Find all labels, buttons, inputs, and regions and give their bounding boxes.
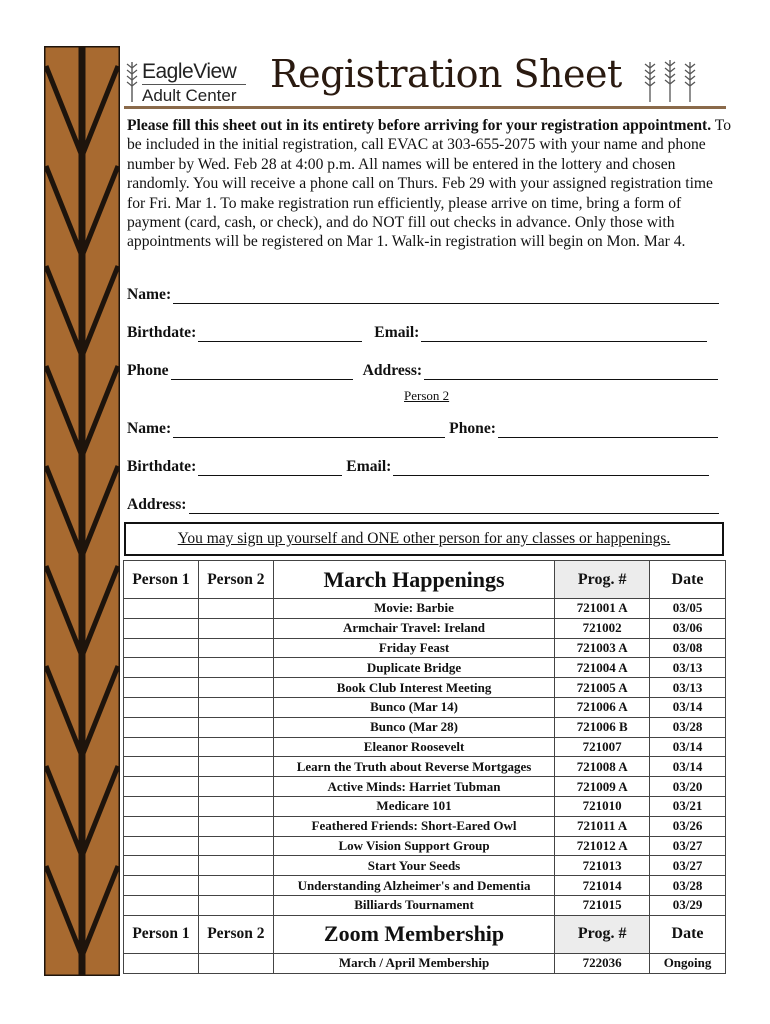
person2-checkbox-cell[interactable] [198,658,273,678]
person2-checkbox-cell[interactable] [198,953,273,973]
happenings-title: March Happenings [273,561,554,599]
person1-email-field[interactable] [421,326,707,342]
person1-checkbox-cell[interactable] [124,836,199,856]
table-row [124,816,726,836]
event-name: Bunco (Mar 14) [273,697,554,717]
program-number: 721003 A [555,638,650,658]
table-row [124,737,726,757]
signup-notice: You may sign up yourself and ONE other person for any classes or happenings. [124,522,724,556]
person2-checkbox-cell[interactable] [198,618,273,638]
person1-checkbox-cell[interactable] [124,717,199,737]
event-name: Bunco (Mar 28) [273,717,554,737]
event-date: 03/06 [650,618,726,638]
person1-name-field[interactable] [173,288,719,304]
tree-trunk-illustration [44,46,120,976]
person2-email-label: Email: [346,458,392,475]
program-number: 721001 A [555,599,650,619]
zoom-col-header-date: Date [650,915,726,953]
person2-birthdate-label: Birthdate: [127,458,197,475]
table-row [124,796,726,816]
page-title: Registration Sheet [270,52,622,96]
event-date: 03/26 [650,816,726,836]
person2-name-field[interactable] [173,422,445,438]
zoom-col-header-person1: Person 1 [124,915,199,953]
col-header-person2: Person 2 [198,561,273,599]
program-number: 721002 [555,618,650,638]
person2-checkbox-cell[interactable] [198,599,273,619]
program-number: 721005 A [555,678,650,698]
program-number: 721007 [555,737,650,757]
person1-checkbox-cell[interactable] [124,816,199,836]
program-number: 721009 A [555,777,650,797]
zoom-header-row [124,915,726,953]
person2-phone-field[interactable] [498,422,718,438]
program-number: 721004 A [555,658,650,678]
event-name: Active Minds: Harriet Tubman [273,777,554,797]
person1-checkbox-cell[interactable] [124,618,199,638]
person2-checkbox-cell[interactable] [198,777,273,797]
header-divider [124,106,726,109]
person1-birthdate-field[interactable] [198,326,362,342]
program-number: 721013 [555,856,650,876]
table-row [124,599,726,619]
person2-email-field[interactable] [393,460,709,476]
program-number: 721015 [555,895,650,915]
event-name: Armchair Travel: Ireland [273,618,554,638]
zoom-col-header-prog: Prog. # [555,915,650,953]
wheat-icon [124,58,140,102]
event-date: 03/27 [650,836,726,856]
person1-checkbox-cell[interactable] [124,856,199,876]
program-number: 721011 A [555,816,650,836]
person2-heading: Person 2 [404,388,450,403]
table-row [124,697,726,717]
person1-phone-address-row [127,362,718,380]
zoom-col-header-person2: Person 2 [198,915,273,953]
wheat-stalks-icon [640,56,700,102]
col-header-person1: Person 1 [124,561,199,599]
person2-checkbox-cell[interactable] [198,678,273,698]
event-date: 03/28 [650,876,726,896]
event-date: 03/28 [650,717,726,737]
person2-address-row [127,496,719,514]
person2-phone-label: Phone: [449,420,496,437]
table-row [124,678,726,698]
program-number: 721008 A [555,757,650,777]
person2-name-phone-row [127,420,718,438]
event-name: March / April Membership [273,953,554,973]
page-header [124,48,726,110]
zoom-title: Zoom Membership [273,915,554,953]
person2-checkbox-cell[interactable] [198,638,273,658]
event-name: Feathered Friends: Short-Eared Owl [273,816,554,836]
person1-checkbox-cell[interactable] [124,895,199,915]
table-row [124,618,726,638]
person1-birthdate-label: Birthdate: [127,324,197,341]
person1-checkbox-cell[interactable] [124,796,199,816]
col-header-prog: Prog. # [555,561,650,599]
event-date: 03/14 [650,737,726,757]
event-name: Duplicate Bridge [273,658,554,678]
event-date: 03/08 [650,638,726,658]
person2-birthdate-email-row [127,458,709,476]
program-number: 721006 B [555,717,650,737]
event-date: 03/13 [650,678,726,698]
event-date: 03/13 [650,658,726,678]
logo-divider [142,84,246,85]
table-row [124,836,726,856]
event-date: 03/05 [650,599,726,619]
table-row [124,638,726,658]
logo-text-adult-center: Adult Center [142,86,237,105]
person2-checkbox-cell[interactable] [198,895,273,915]
person2-checkbox-cell[interactable] [198,737,273,757]
person1-address-label: Address: [362,362,423,379]
person1-checkbox-cell[interactable] [124,876,199,896]
event-name: Movie: Barbie [273,599,554,619]
person1-phone-label: Phone [127,362,169,379]
person2-checkbox-cell[interactable] [198,757,273,777]
table-row [124,895,726,915]
event-date: 03/21 [650,796,726,816]
person2-checkbox-cell[interactable] [198,876,273,896]
table-row [124,717,726,737]
event-date: 03/14 [650,757,726,777]
event-name: Eleanor Roosevelt [273,737,554,757]
person1-checkbox-cell[interactable] [124,658,199,678]
person1-checkbox-cell[interactable] [124,777,199,797]
person1-birthdate-email-row [127,324,707,342]
event-name: Book Club Interest Meeting [273,678,554,698]
person1-name-label: Name: [127,286,172,303]
instructions-bold: Please fill this sheet out in its entirety before arriving for your registration appointment. [127,117,712,134]
instructions-body: To be included in the initial registration, call EVAC at 303-655-2075 with your name and phone number by Wed. Feb 28 at 4:00 p.m. All names will be entered in the lottery and chosen randomly. You will receive a phone call on Thurs. Feb 29 with your assigned registration time for Fri. Mar 1. To make registration run efficiently, please arrive on time, bring a form of payment (card, cash, or check), and do NOT fill out checks in advance. Only those with appointments will be registered on Mar 1. Walk-in registration will begin on Mon. Mar 4. [127,117,731,251]
person2-checkbox-cell[interactable] [198,836,273,856]
event-date: 03/14 [650,697,726,717]
person1-checkbox-cell[interactable] [124,599,199,619]
happenings-table [123,560,726,974]
person1-email-label: Email: [374,324,420,341]
person1-checkbox-cell[interactable] [124,953,199,973]
program-number: 722036 [555,953,650,973]
eagleview-logo [124,54,254,106]
event-date: 03/29 [650,895,726,915]
person1-checkbox-cell[interactable] [124,697,199,717]
person1-checkbox-cell[interactable] [124,757,199,777]
table-row [124,757,726,777]
person1-checkbox-cell[interactable] [124,737,199,757]
event-date: 03/27 [650,856,726,876]
program-number: 721012 A [555,836,650,856]
person1-name-row [127,286,719,304]
person1-checkbox-cell[interactable] [124,678,199,698]
event-name: Billiards Tournament [273,895,554,915]
event-name: Low Vision Support Group [273,836,554,856]
instructions-paragraph [127,116,732,252]
person2-address-label: Address: [127,496,187,513]
program-number: 721006 A [555,697,650,717]
program-number: 721014 [555,876,650,896]
col-header-date: Date [650,561,726,599]
person2-checkbox-cell[interactable] [198,717,273,737]
person2-checkbox-cell[interactable] [198,816,273,836]
person1-address-field[interactable] [424,364,718,380]
person2-address-field[interactable] [189,498,719,514]
table-row [124,658,726,678]
table-row [124,876,726,896]
table-row [124,777,726,797]
logo-text-eagleview: EagleView [142,60,237,83]
person2-checkbox-cell[interactable] [198,856,273,876]
event-name: Friday Feast [273,638,554,658]
person2-name-label: Name: [127,420,172,437]
event-name: Start Your Seeds [273,856,554,876]
happenings-header-row [124,561,726,599]
person2-birthdate-field[interactable] [198,460,342,476]
program-number: 721010 [555,796,650,816]
event-name: Learn the Truth about Reverse Mortgages [273,757,554,777]
person2-checkbox-cell[interactable] [198,796,273,816]
table-row [124,856,726,876]
event-date: 03/20 [650,777,726,797]
person1-phone-field[interactable] [171,364,353,380]
event-name: Medicare 101 [273,796,554,816]
person2-checkbox-cell[interactable] [198,697,273,717]
event-date: Ongoing [650,953,726,973]
person1-checkbox-cell[interactable] [124,638,199,658]
event-name: Understanding Alzheimer's and Dementia [273,876,554,896]
zoom-table-row [124,953,726,973]
